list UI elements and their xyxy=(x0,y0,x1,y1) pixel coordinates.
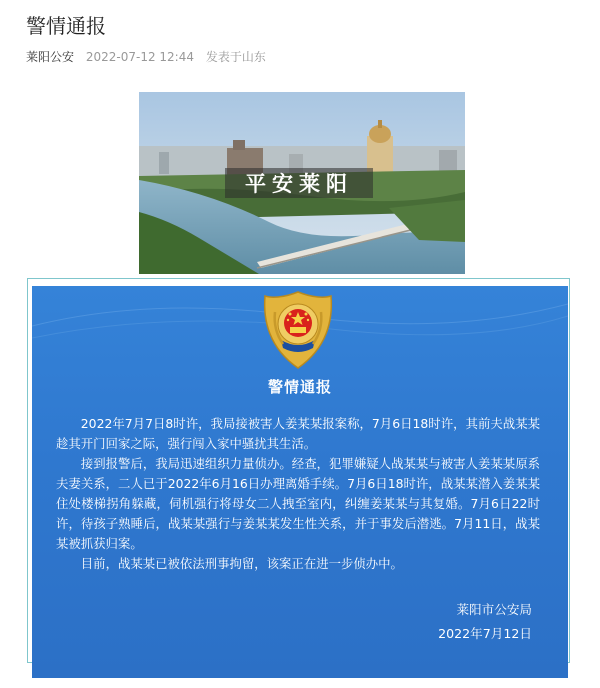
issue-date: 2022年7月12日 xyxy=(438,626,532,641)
post-meta xyxy=(26,48,266,65)
notice-signature xyxy=(438,598,532,646)
notice-paragraph: 目前，战某某已被依法刑事拘留，该案正在进一步侦办中。 xyxy=(80,556,403,571)
post-datetime: 2022-07-12 12:44 xyxy=(85,50,194,64)
notice-paragraph: 接到报警后，我局迅速组织力量侦办。经查，犯罪嫌疑人战某某与被害人姜某某原系夫妻关系，二人已于2022年6月16日办理离婚手续。7月6日18时许，战某某潜入姜某某住处楼梯拐角躲藏，伺机强行将母女二人拽至室内，纠缠姜某某与其复婚。7月6日22时许，待孩子熟睡后，战某某强行与姜某某发生性关系，并于事发后潜逃。7月11日，战某某被抓获归案。 xyxy=(56,456,540,551)
notice-heading: 警情通报 xyxy=(267,378,332,396)
police-notice-card xyxy=(32,286,568,678)
post-location: 发表于山东 xyxy=(205,50,266,64)
photo-caption: 平安莱阳 xyxy=(245,172,353,196)
author-name[interactable]: 莱阳公安 xyxy=(26,50,75,64)
post-title: 警情通报 xyxy=(26,14,106,38)
notice-body xyxy=(56,414,540,574)
police-badge-icon xyxy=(261,290,335,370)
notice-paragraph: 2022年7月7日8时许，我局接被害人姜某某报案称，7月6日18时许，其前夫战某某趁其开门回家之际，强行闯入家中骚扰其生活。 xyxy=(56,416,540,451)
issuer-name: 莱阳市公安局 xyxy=(456,602,532,617)
city-photo xyxy=(139,92,465,274)
